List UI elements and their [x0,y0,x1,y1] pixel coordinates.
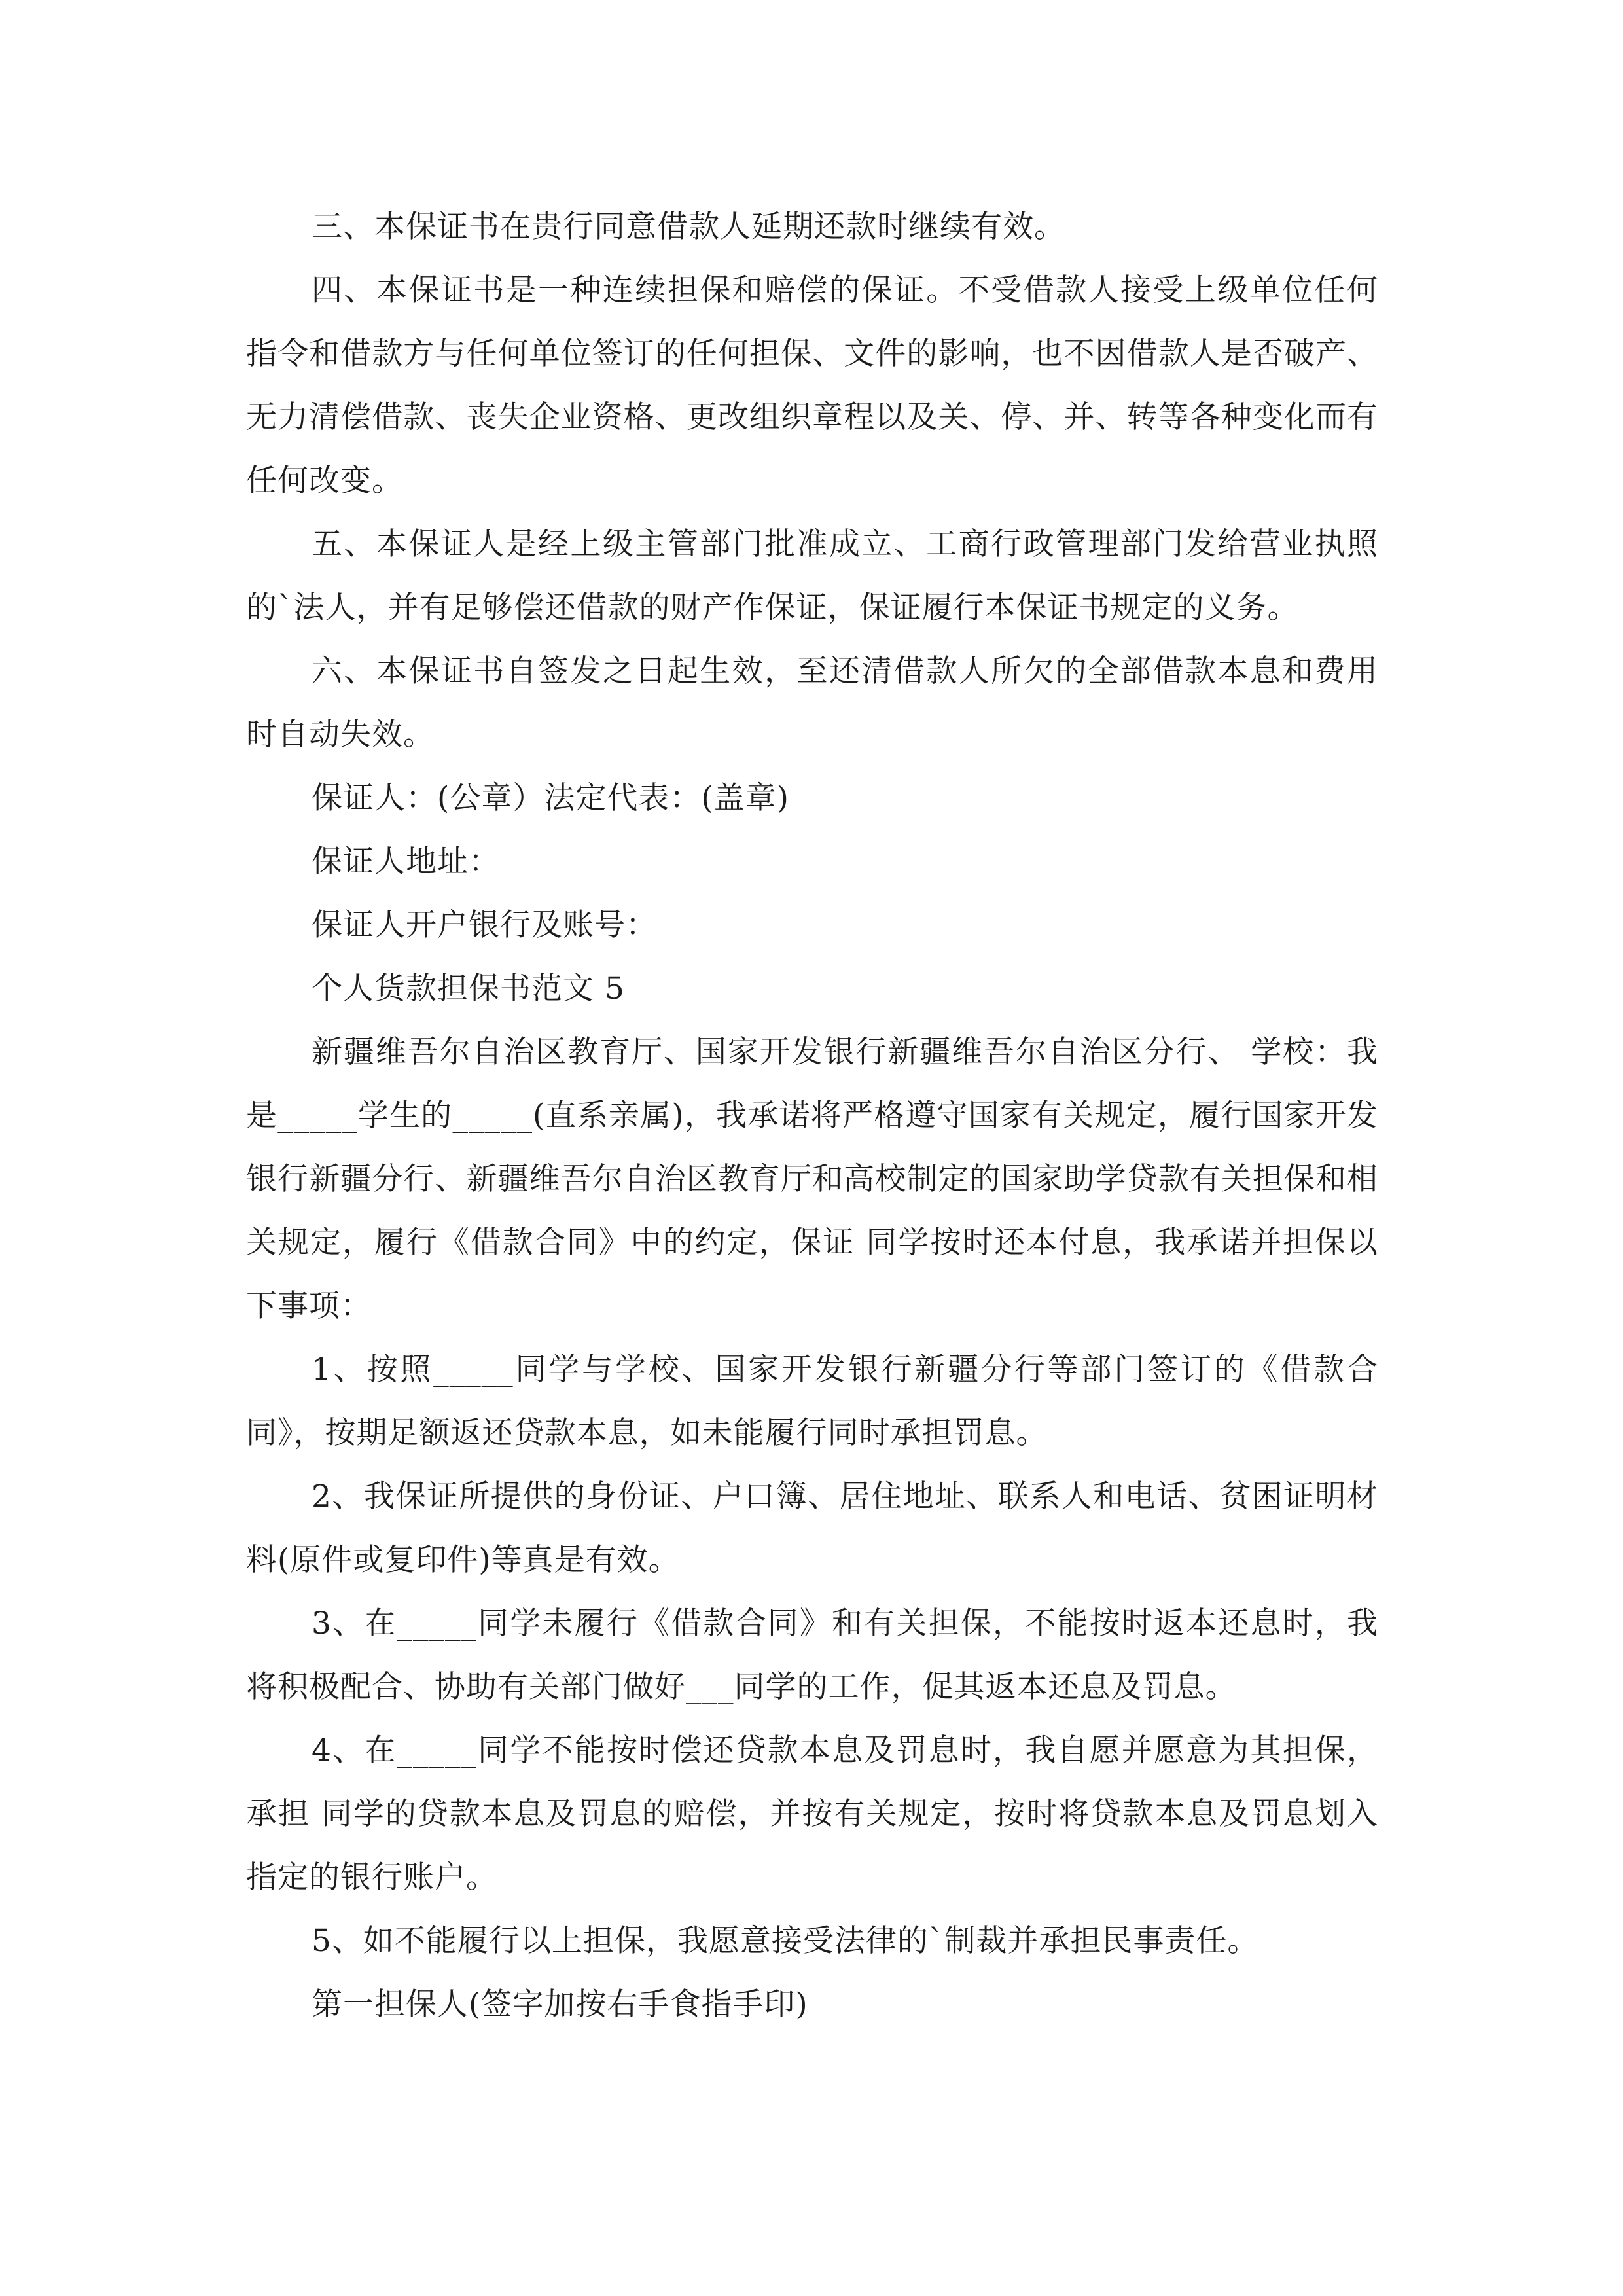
pledge-item-1: 1、按照_____同学与学校、国家开发银行新疆分行等部门签订的《借款合同》，按期足额返还贷款本息，如未能履行同时承担罚息。 [246,1352,1378,1451]
guarantor-address-line: 保证人地址： [312,844,500,880]
clause-three: 三、本保证书在贵行同意借款人延期还款时继续有效。 [312,209,1065,245]
clause-four: 四、本保证书是一种连续担保和赔偿的保证。不受借款人接受上级单位任何指令和借款方与任何单位签订的任何担保、文件的影响，也不因借款人是否破产、无力清偿借款、丧失企业资格、更改组织章程以及关、停、并、转等各种变化而有任何改变。 [246,272,1378,499]
guarantor-bank-account-line: 保证人开户银行及账号： [312,907,657,943]
first-guarantor-signature-line: 第一担保人(签字加按右手食指手印) [312,1986,808,2022]
section-title: 个人货款担保书范文 5 [312,971,625,1007]
document-body [246,195,1378,2036]
pledge-item-3: 3、在_____同学未履行《借款合同》和有关担保，不能按时返本还息时，我将积极配合、协助有关部门做好___同学的工作，促其返本还息及罚息。 [246,1605,1378,1705]
clause-six: 六、本保证书自签发之日起生效，至还清借款人所欠的全部借款本息和费用时自动失效。 [246,653,1378,753]
pledge-item-5: 5、如不能履行以上担保，我愿意接受法律的`制裁并承担民事责任。 [312,1923,1259,1959]
pledge-intro: 新疆维吾尔自治区教育厅、国家开发银行新疆维吾尔自治区分行、 学校：我是_____学生的_____(直系亲属)，我承诺将严格遵守国家有关规定，履行国家开发银行新疆分行、新疆维吾尔自治区教育厅和高校制定的国家助学贷款有关担保和相关规定，履行《借款合同》中的约定，保证 同学按时还本付息，我承诺并担保以下事项： [246,1034,1378,1324]
pledge-item-2: 2、我保证所提供的身份证、户口簿、居住地址、联系人和电话、贫困证明材料(原件或复印件)等真是有效。 [246,1479,1378,1578]
guarantor-seal-line: 保证人：(公章）法定代表：(盖章) [312,780,790,816]
pledge-item-4: 4、在_____同学不能按时偿还贷款本息及罚息时，我自愿并愿意为其担保，承担 同学的贷款本息及罚息的赔偿，并按有关规定，按时将贷款本息及罚息划入指定的银行账户。 [246,1732,1378,1895]
clause-five: 五、本保证人是经上级主管部门批准成立、工商行政管理部门发给营业执照的`法人，并有足够偿还借款的财产作保证，保证履行本保证书规定的义务。 [246,526,1378,626]
